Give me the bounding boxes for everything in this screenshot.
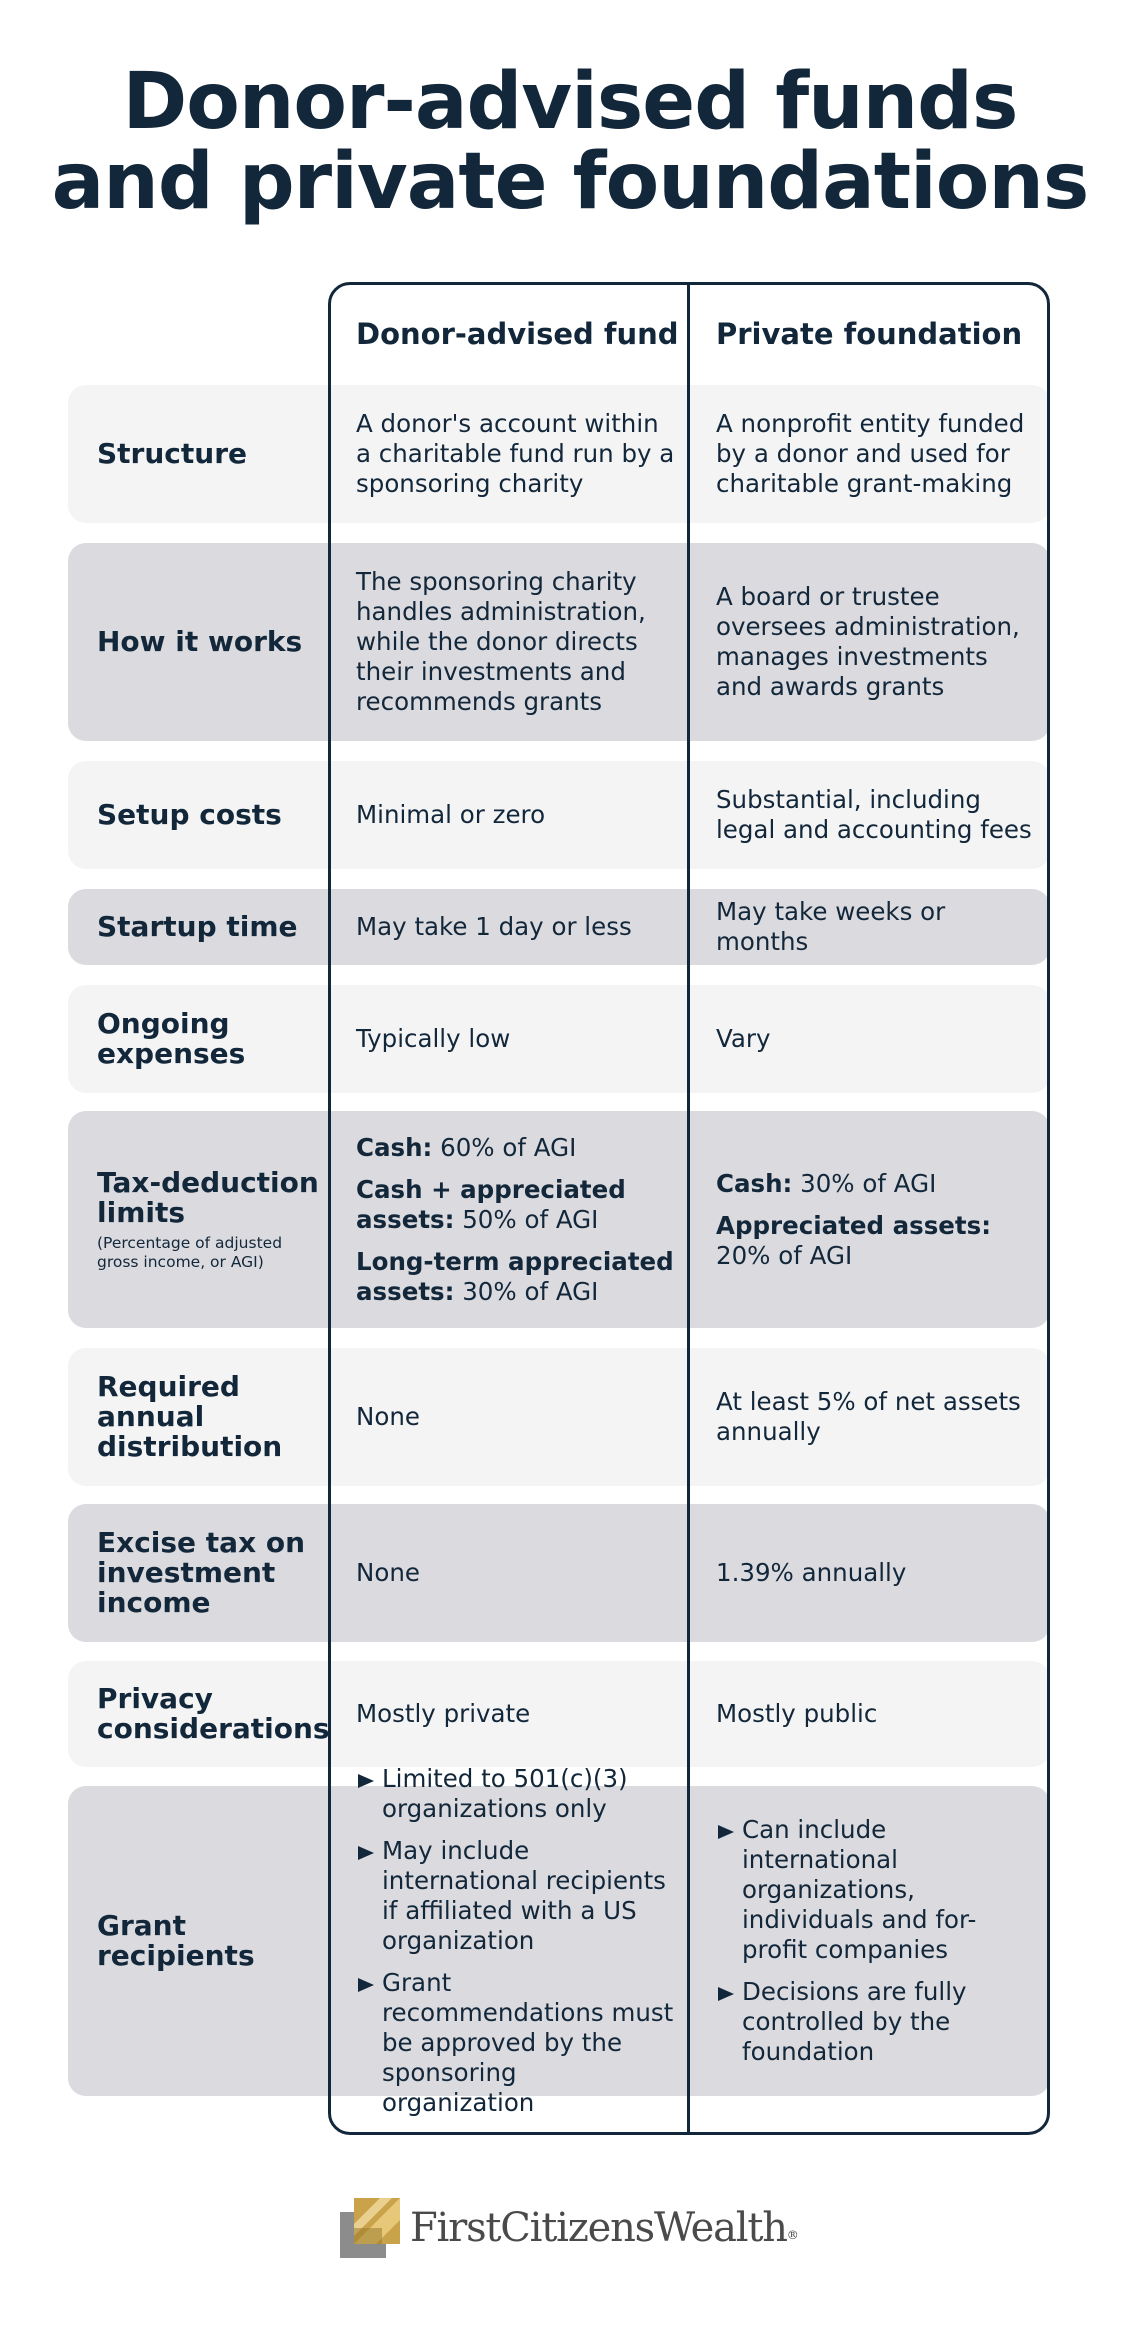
bullet-item: Can include international organizations, individuals and for-profit companies (716, 1815, 1034, 1965)
row-label-excise-tax: Excise tax on investment income (97, 1526, 306, 1619)
page-title-line-2: and private foundations (51, 137, 1089, 227)
cell-excise-tax-pf: 1.39% annually (716, 1558, 907, 1587)
page-title-line-1: Donor-advised funds (122, 57, 1018, 147)
tax-item (716, 1169, 1034, 1199)
tax-item-label: Long-term appreciated assets: (356, 1246, 674, 1306)
tax-item-value: 30% of AGI (454, 1276, 599, 1306)
row-label-how-it-works: How it works (97, 625, 303, 658)
tax-item (356, 1175, 676, 1235)
row-label-privacy: Privacy considerations (97, 1682, 330, 1745)
logo-wordmark-text: FirstCitizensWealth (410, 2205, 787, 2251)
cell-startup-time-pf: May take weeks or months (716, 897, 946, 956)
registered-mark: ® (786, 2228, 798, 2242)
tax-item (356, 1247, 676, 1307)
page-title (0, 57, 1140, 227)
cell-grant-recipients-daf (356, 1764, 676, 2117)
cell-tax-deduction-pf (716, 1111, 1034, 1328)
tax-item-label: Appreciated assets: (716, 1210, 991, 1240)
row-label-tax-deduction-limits (97, 1111, 325, 1328)
row-label-required-distribution: Required annual distribution (97, 1370, 283, 1463)
tax-item-value: 20% of AGI (716, 1240, 853, 1270)
tax-item-label: Cash: (356, 1132, 433, 1162)
row-label-setup-costs: Setup costs (97, 798, 282, 831)
bullet-item: Limited to 501(c)(3) organizations only (356, 1764, 676, 1824)
row-label-tax-deduction-title: Tax-deduction limits (97, 1165, 319, 1229)
column-header-donor-advised-fund: Donor-advised fund (356, 317, 679, 351)
tax-item-value: 60% of AGI (432, 1132, 577, 1162)
cell-setup-costs-pf: Substantial, including legal and accounting fees (716, 785, 1032, 844)
cell-setup-costs-daf: Minimal or zero (356, 800, 546, 829)
tax-item-label: Cash + appreciated assets: (356, 1174, 626, 1234)
tax-item-value: 50% of AGI (454, 1204, 599, 1234)
tax-item (356, 1133, 676, 1163)
tax-item-value: 30% of AGI (792, 1168, 937, 1198)
row-label-grant-recipients: Grant recipients (97, 1909, 255, 1972)
cell-how-it-works-pf: A board or trustee oversees administration, manages investments and awards grants (716, 582, 1020, 701)
bullet-item: Grant recommendations must be approved by the sponsoring organization (356, 1968, 676, 2118)
column-header-private-foundation: Private foundation (716, 317, 1023, 351)
cell-privacy-pf: Mostly public (716, 1699, 878, 1728)
tax-item-label: Cash: (716, 1168, 793, 1198)
tax-item (716, 1211, 1034, 1271)
row-label-ongoing-expenses: Ongoing expenses (97, 1007, 246, 1070)
bullet-item: Decisions are fully controlled by the foundation (716, 1977, 1034, 2067)
cell-required-distribution-daf: None (356, 1402, 420, 1431)
brand-mark-icon (340, 2198, 400, 2258)
cell-grant-recipients-pf (716, 1786, 1034, 2096)
first-citizens-wealth-logo (340, 2198, 798, 2258)
cell-ongoing-expenses-pf: Vary (716, 1024, 771, 1053)
cell-required-distribution-pf: At least 5% of net assets annually (716, 1387, 1021, 1446)
cell-tax-deduction-daf (356, 1111, 676, 1328)
logo-wordmark (410, 2205, 798, 2251)
cell-how-it-works-daf: The sponsoring charity handles administration, while the donor directs their investments and recommends grants (356, 567, 646, 716)
bullet-item: May include international recipients if affiliated with a US organization (356, 1836, 676, 1956)
cell-startup-time-daf: May take 1 day or less (356, 912, 632, 941)
cell-excise-tax-daf: None (356, 1558, 420, 1587)
column-divider (687, 282, 690, 2135)
cell-ongoing-expenses-daf: Typically low (356, 1024, 511, 1053)
cell-privacy-daf: Mostly private (356, 1699, 531, 1728)
row-label-structure: Structure (97, 437, 248, 470)
cell-structure-daf: A donor's account within a charitable fund run by a sponsoring charity (356, 409, 675, 498)
row-label-tax-deduction-sublabel: (Percentage of adjusted gross income, or AGI) (97, 1233, 283, 1271)
cell-structure-pf: A nonprofit entity funded by a donor and used for charitable grant-making (716, 409, 1025, 498)
row-label-startup-time: Startup time (97, 910, 298, 943)
